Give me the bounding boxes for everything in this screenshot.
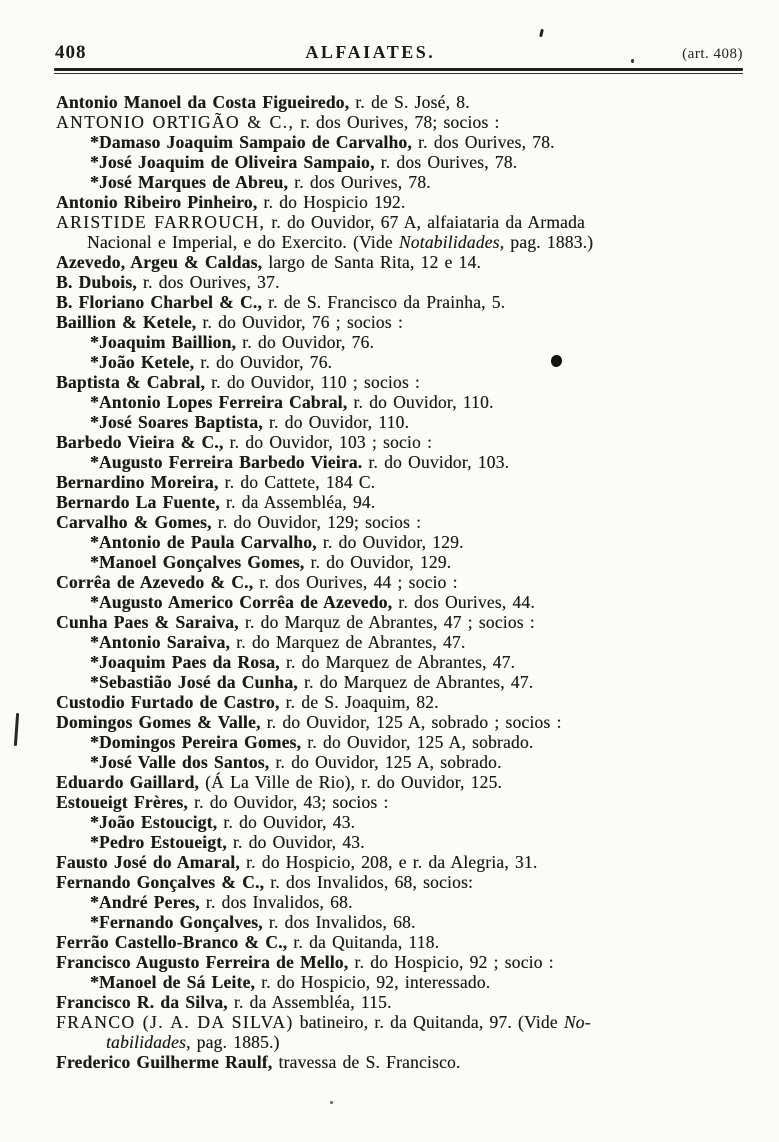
line-segment: Bernardino Moreira, xyxy=(56,472,219,492)
directory-line xyxy=(56,392,755,412)
directory-line xyxy=(56,352,755,372)
line-segment: Corrêa de Azevedo & C., xyxy=(56,572,254,592)
line-segment: tabilidades, xyxy=(106,1032,191,1052)
directory-line xyxy=(56,552,755,572)
directory-line xyxy=(56,372,755,392)
directory-line xyxy=(56,872,755,892)
page-header xyxy=(55,42,743,64)
line-segment: r. do Hospicio, 92 ; socio : xyxy=(348,952,554,972)
margin-stray-mark xyxy=(14,713,19,746)
line-segment: r. do Cattete, 184 C. xyxy=(218,472,376,492)
line-segment: Azevedo, Argeu & Caldas, xyxy=(56,252,263,272)
rule-thick xyxy=(54,68,743,71)
line-segment: *José Soares Baptista, xyxy=(90,412,263,432)
line-segment: ARISTIDE FARROUCH, xyxy=(56,212,266,232)
line-segment: *Fernando Gonçalves, xyxy=(90,912,263,932)
line-segment: r. do Ouvidor, 110. xyxy=(262,412,410,432)
directory-line xyxy=(56,812,755,832)
directory-line xyxy=(56,752,755,772)
directory-line xyxy=(56,232,755,252)
directory-line xyxy=(56,472,755,492)
line-segment: Baillion & Ketele, xyxy=(56,312,197,332)
line-segment: Antonio Ribeiro Pinheiro, xyxy=(56,192,258,212)
directory-line xyxy=(56,92,755,112)
scan-speck xyxy=(330,1101,333,1104)
line-segment: *José Joaquim de Oliveira Sampaio, xyxy=(90,152,375,172)
line-segment: largo de Santa Rita, 12 e 14. xyxy=(262,252,482,272)
line-segment: Francisco R. da Silva, xyxy=(56,992,228,1012)
line-segment: *Antonio Saraiva, xyxy=(90,632,231,652)
line-segment: r. do Ouvidor, 43. xyxy=(226,832,365,852)
line-segment: r. do Ouvidor, 110 ; socios : xyxy=(205,372,420,392)
line-segment: r. do Ouvidor, 129. xyxy=(316,532,464,552)
line-segment: r. do Ouvidor, 125 A, sobrado. xyxy=(301,732,534,752)
line-segment: *Joaquim Baillion, xyxy=(90,332,237,352)
directory-line xyxy=(56,412,755,432)
directory-line xyxy=(56,612,755,632)
directory-line xyxy=(56,112,755,132)
line-segment: r. do Ouvidor, 125 A, sobrado. xyxy=(269,752,502,772)
line-segment: r. de S. José, 8. xyxy=(349,92,470,112)
directory-line xyxy=(56,172,755,192)
line-segment: (Á La Ville de Rio), r. do Ouvidor, 125. xyxy=(199,772,502,792)
line-segment: *Sebastião José da Cunha, xyxy=(90,672,298,692)
header-divider-rule xyxy=(54,68,743,74)
directory-line xyxy=(56,1012,755,1032)
directory-line xyxy=(56,432,755,452)
line-segment: r. do Ouvidor, 76. xyxy=(236,332,375,352)
line-segment: Fausto José do Amaral, xyxy=(56,852,240,872)
page-number: 408 xyxy=(55,42,87,63)
line-segment: ANTONIO ORTIGÃO & C., xyxy=(56,112,295,132)
line-segment: Cunha Paes & Saraiva, xyxy=(56,612,239,632)
directory-line xyxy=(56,652,755,672)
directory-line xyxy=(56,912,755,932)
line-segment: *André Peres, xyxy=(90,892,200,912)
line-segment: *João Estoucigt, xyxy=(90,812,218,832)
line-segment: pag. 1883.) xyxy=(504,232,594,252)
directory-line xyxy=(56,712,755,732)
line-segment: Barbedo Vieira & C., xyxy=(56,432,224,452)
directory-line xyxy=(56,192,755,212)
article-ref: (art. 408) xyxy=(682,46,743,62)
line-segment: r. do Ouvidor, 67 A, alfaiataria da Armada xyxy=(265,212,585,232)
line-segment: r. de S. Francisco da Prainha, 5. xyxy=(261,292,506,312)
line-segment: Ferrão Castello-Branco & C., xyxy=(56,932,288,952)
line-segment: r. dos Invalidos, 68. xyxy=(199,892,353,912)
directory-line xyxy=(56,152,755,172)
line-segment: Antonio Manoel da Costa Figueiredo, xyxy=(56,92,350,112)
directory-line xyxy=(56,532,755,552)
directory-line xyxy=(56,772,755,792)
line-segment: r. do Ouvidor, 129. xyxy=(304,552,452,572)
line-segment: *Domingos Pereira Gomes, xyxy=(90,732,302,752)
line-segment: Francisco Augusto Ferreira de Mello, xyxy=(56,952,349,972)
line-segment: *Augusto Americo Corrêa de Azevedo, xyxy=(90,592,393,612)
line-segment: Fernando Gonçalves & C., xyxy=(56,872,265,892)
line-segment: Eduardo Gaillard, xyxy=(56,772,199,792)
line-segment: B. Dubois, xyxy=(56,272,137,292)
line-segment: Domingos Gomes & Valle, xyxy=(56,712,261,732)
line-segment: r. dos Invalidos, 68. xyxy=(262,912,416,932)
line-segment: No- xyxy=(563,1012,591,1032)
directory-line xyxy=(56,932,755,952)
line-segment: r. da Assembléa, 94. xyxy=(219,492,376,512)
line-segment: r. dos Ourives, 78. xyxy=(411,132,555,152)
line-segment: r. de S. Joaquim, 82. xyxy=(279,692,439,712)
directory-list xyxy=(56,92,755,1072)
page-title: ALFAIATES. xyxy=(305,42,436,62)
line-segment: r. dos Ourives, 44 ; socio : xyxy=(253,572,458,592)
directory-line xyxy=(56,892,755,912)
line-segment: *Damaso Joaquim Sampaio de Carvalho, xyxy=(90,132,412,152)
line-segment: r. do Hospicio 192. xyxy=(257,192,406,212)
line-segment: r. dos Ourives, 78. xyxy=(374,152,518,172)
directory-line xyxy=(56,832,755,852)
line-segment: batineiro, r. da Quitanda, 97. (Vide xyxy=(293,1012,564,1032)
directory-line xyxy=(56,1052,755,1072)
directory-line xyxy=(56,952,755,972)
directory-line xyxy=(56,452,755,472)
directory-line xyxy=(56,632,755,652)
line-segment: Baptista & Cabral, xyxy=(56,372,206,392)
line-segment: *Augusto Ferreira Barbedo Vieira. xyxy=(90,452,363,472)
directory-line xyxy=(56,992,755,1012)
line-segment: r. da Quitanda, 118. xyxy=(287,932,440,952)
scan-speck xyxy=(539,29,544,37)
line-segment: travessa de S. Francisco. xyxy=(272,1052,461,1072)
line-segment: *Manoel Gonçalves Gomes, xyxy=(90,552,305,572)
line-segment: r. do Ouvidor, 76. xyxy=(194,352,333,372)
line-segment: *José Marques de Abreu, xyxy=(90,172,289,192)
line-segment: *Manoel de Sá Leite, xyxy=(90,972,256,992)
directory-line xyxy=(56,792,755,812)
line-segment: r. do Hospicio, 92, interessado. xyxy=(255,972,491,992)
line-segment: r. do Marquez de Abrantes, 47. xyxy=(230,632,466,652)
directory-line xyxy=(56,332,755,352)
directory-line xyxy=(56,212,755,232)
directory-line xyxy=(56,692,755,712)
line-segment: r. do Ouvidor, 103. xyxy=(362,452,510,472)
directory-line xyxy=(56,492,755,512)
line-segment: r. do Ouvidor, 43; socios : xyxy=(187,792,389,812)
directory-line xyxy=(56,252,755,272)
line-segment: Notabilidades, xyxy=(398,232,505,252)
line-segment: r. do Marquez de Abrantes, 47. xyxy=(297,672,534,692)
line-segment: B. Floriano Charbel & C., xyxy=(56,292,262,312)
line-segment: r. do Ouvidor, 103 ; socio : xyxy=(223,432,433,452)
line-segment: r. do Ouvidor, 129; socios : xyxy=(211,512,422,532)
line-segment: r. da Assembléa, 115. xyxy=(227,992,392,1012)
directory-line xyxy=(56,312,755,332)
line-segment: pag. 1885.) xyxy=(190,1032,280,1052)
line-segment: *Antonio Lopes Ferreira Cabral, xyxy=(90,392,348,412)
line-segment: r. do Hospicio, 208, e r. da Alegria, 31. xyxy=(239,852,538,872)
line-segment: r. dos Ourives, 37. xyxy=(136,272,280,292)
line-segment: *José Valle dos Santos, xyxy=(90,752,270,772)
line-segment: Custodio Furtado de Castro, xyxy=(56,692,280,712)
directory-line xyxy=(56,1032,755,1052)
scan-speck xyxy=(631,59,634,63)
line-segment: r. do Marquez de Abrantes, 47. xyxy=(279,652,516,672)
directory-line xyxy=(56,132,755,152)
line-segment: FRANCO (J. A. DA SILVA) xyxy=(56,1012,294,1032)
line-segment: *Pedro Estoueigt, xyxy=(90,832,227,852)
directory-line xyxy=(56,592,755,612)
line-segment: Nacional e Imperial, e do Exercito. (Vide xyxy=(87,232,399,252)
line-segment: Bernardo La Fuente, xyxy=(56,492,220,512)
line-segment: Carvalho & Gomes, xyxy=(56,512,212,532)
rule-thin xyxy=(54,73,743,74)
line-segment: r. do Ouvidor, 76 ; socios : xyxy=(196,312,403,332)
directory-line xyxy=(56,272,755,292)
line-segment: *João Ketele, xyxy=(90,352,195,372)
line-segment: r. dos Ourives, 78. xyxy=(288,172,431,192)
directory-line xyxy=(56,972,755,992)
directory-line xyxy=(56,852,755,872)
directory-line xyxy=(56,672,755,692)
line-segment: *Antonio de Paula Carvalho, xyxy=(90,532,317,552)
line-segment: r. do Ouvidor, 43. xyxy=(217,812,356,832)
line-segment: *Joaquim Paes da Rosa, xyxy=(90,652,280,672)
line-segment: r. dos Ourives, 78; socios : xyxy=(294,112,500,132)
directory-line xyxy=(56,572,755,592)
line-segment: r. do Ouvidor, 125 A, sobrado ; socios : xyxy=(260,712,562,732)
line-segment: r. do Ouvidor, 110. xyxy=(347,392,494,412)
directory-line xyxy=(56,732,755,752)
line-segment: Estoueigt Frères, xyxy=(56,792,188,812)
line-segment: r. dos Invalidos, 68, socios: xyxy=(264,872,474,892)
directory-line xyxy=(56,292,755,312)
line-segment: r. do Marquz de Abrantes, 47 ; socios : xyxy=(238,612,535,632)
line-segment: r. dos Ourives, 44. xyxy=(392,592,535,612)
line-segment: Frederico Guilherme Raulf, xyxy=(56,1052,273,1072)
directory-line xyxy=(56,512,755,532)
